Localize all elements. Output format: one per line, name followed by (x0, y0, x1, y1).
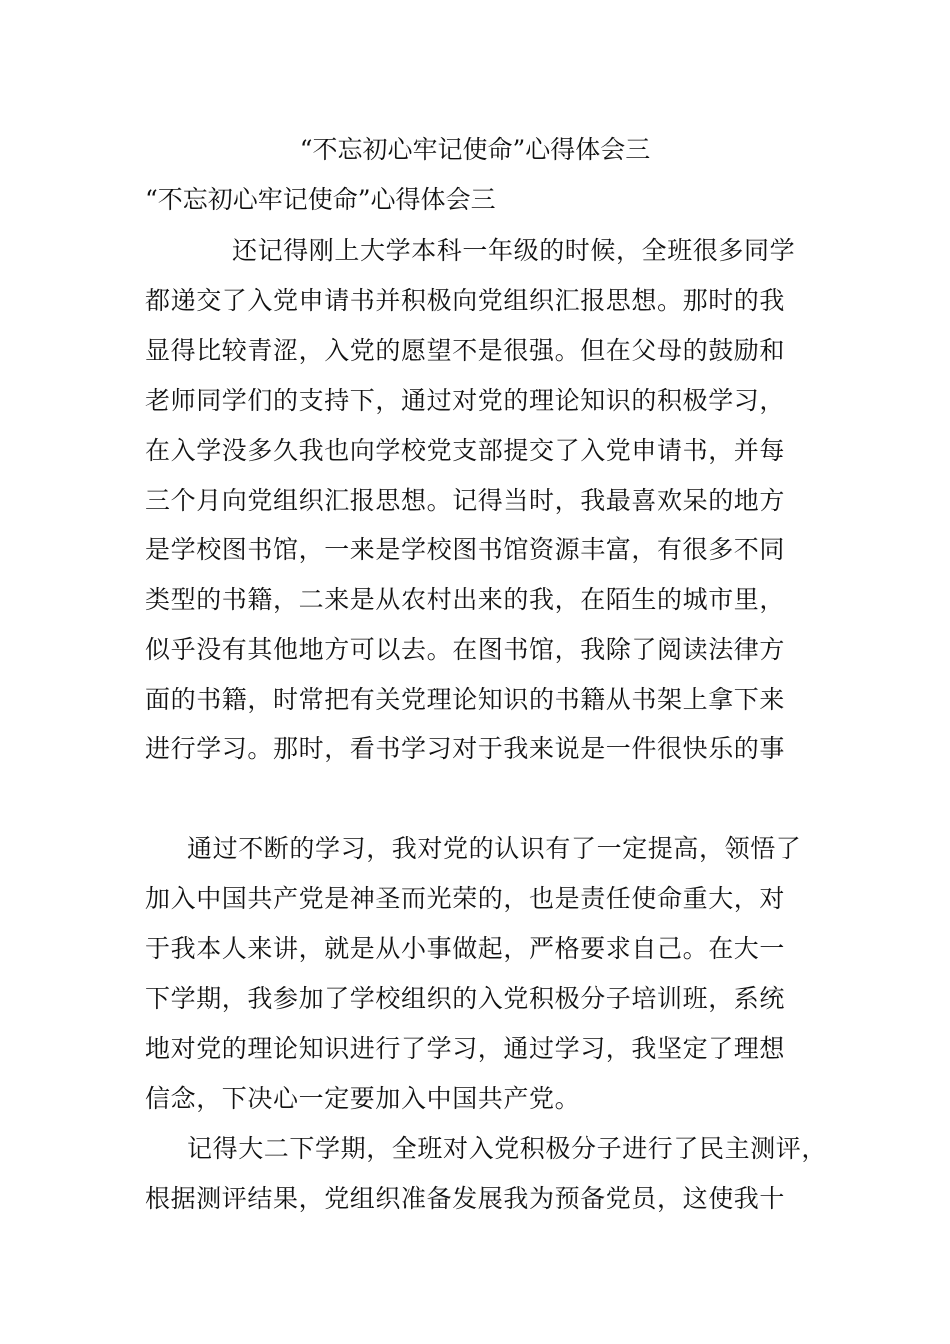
paragraph-line: 通过不断的学习，我对党的认识有了一定提高，领悟了 (187, 834, 802, 863)
paragraph-line: 记得大二下学期，全班对入党积极分子进行了民主测评， (187, 1134, 828, 1163)
paragraph-line: 还记得刚上大学本科一年级的时候，全班很多同学 (232, 236, 796, 265)
paragraph-line: 三个月向党组织汇报思想。记得当时，我最喜欢呆的地方 (145, 486, 786, 515)
paragraph-line: 信念，下决心一定要加入中国共产党。 (145, 1084, 581, 1113)
paragraph-line: 类型的书籍，二来是从农村出来的我，在陌生的城市里， (145, 585, 786, 614)
paragraph-line: 似乎没有其他地方可以去。在图书馆，我除了阅读法律方 (145, 635, 786, 664)
paragraph-line: 老师同学们的支持下，通过对党的理论知识的积极学习， (145, 386, 786, 415)
paragraph-line: 于我本人来讲，就是从小事做起，严格要求自己。在大一 (145, 934, 786, 963)
paragraph-line: 加入中国共产党是神圣而光荣的，也是责任使命重大，对 (145, 884, 786, 913)
document-subtitle: “不忘初心牢记使命”心得体会三 (145, 185, 496, 214)
paragraph-line: 下学期，我参加了学校组织的入党积极分子培训班，系统 (145, 984, 786, 1013)
paragraph-line: 根据测评结果，党组织准备发展我为预备党员，这使我十 (145, 1184, 786, 1213)
paragraph-line: 进行学习。那时，看书学习对于我来说是一件很快乐的事 (145, 734, 786, 763)
paragraph-line: 显得比较青涩，入党的愿望不是很强。但在父母的鼓励和 (145, 336, 786, 365)
paragraph-line: 是学校图书馆，一来是学校图书馆资源丰富，有很多不同 (145, 535, 786, 564)
paragraph-line: 地对党的理论知识进行了学习，通过学习，我坚定了理想 (145, 1034, 786, 1063)
paragraph-line: 在入学没多久我也向学校党支部提交了入党申请书，并每 (145, 436, 786, 465)
document-title: “不忘初心牢记使命”心得体会三 (299, 135, 651, 164)
paragraph-line: 面的书籍，时常把有关党理论知识的书籍从书架上拿下来 (145, 685, 786, 714)
paragraph-line: 都递交了入党申请书并积极向党组织汇报思想。那时的我 (145, 286, 786, 315)
